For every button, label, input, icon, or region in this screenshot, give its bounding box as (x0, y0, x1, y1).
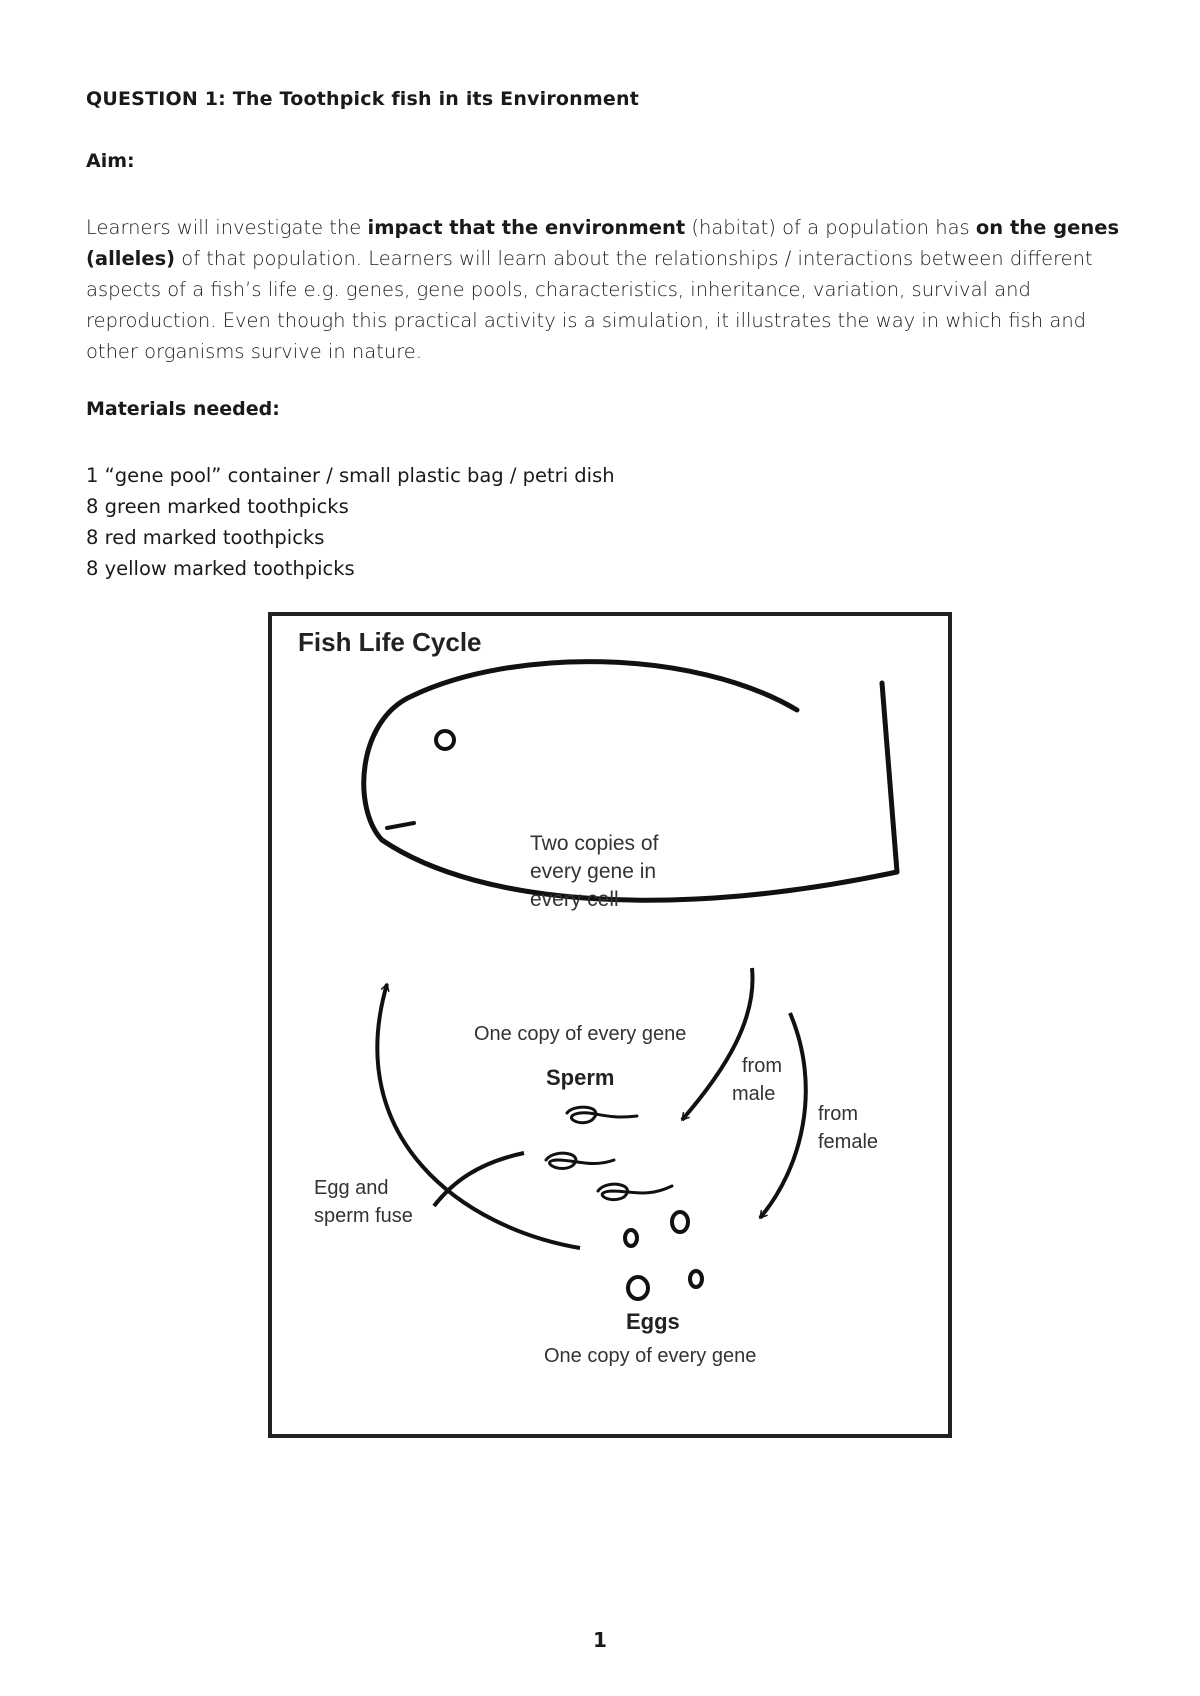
arrow-sperm-branch (434, 1153, 524, 1206)
eggs-icon (625, 1212, 702, 1299)
from-male-label (732, 1052, 782, 1108)
materials-label: Materials needed: (86, 398, 280, 420)
sperm-note: One copy of every gene (474, 1023, 687, 1045)
list-item: 1 “gene pool” container / small plastic bag / petri dish (86, 464, 615, 487)
materials-list (86, 460, 615, 584)
sperm-icon (546, 1107, 672, 1199)
list-item: 8 green marked toothpicks (86, 495, 349, 518)
figure-title: Fish Life Cycle (298, 627, 482, 657)
from-male-line: male (732, 1083, 776, 1105)
fish-caption-line: every cell (530, 888, 619, 911)
sperm-label: Sperm (546, 1065, 615, 1090)
fish-life-cycle-figure (262, 608, 962, 1446)
fish-caption (530, 830, 658, 914)
aim-paragraph (86, 212, 1126, 367)
aim-bold-genes: on the genes (alleles) (86, 216, 1120, 270)
fish-eye-icon (436, 731, 454, 749)
aim-label: Aim: (86, 150, 135, 172)
aim-text-part: of that population. Learners will learn about the relationships / interactions between different aspects of a fish’s life e.g. genes, gene pools, characteristics, inheritance, variation, survival and reproduction. Even though this practical activity is a simulation, it illustrates the way in which fish and other organisms survive in nature. (86, 247, 1093, 363)
page-number: 1 (593, 1628, 607, 1652)
eggs-note: One copy of every gene (544, 1345, 757, 1367)
from-female-label (818, 1100, 878, 1156)
fish-caption-line: every gene in (530, 860, 657, 883)
egg-sperm-fuse-label (314, 1174, 413, 1230)
fuse-label-line: sperm fuse (314, 1205, 413, 1227)
list-item: 8 yellow marked toothpicks (86, 557, 355, 580)
aim-bold-environment: impact that the environment (367, 216, 686, 239)
aim-text-part: Learners will investigate the (86, 216, 368, 239)
arrow-from-female (760, 1013, 806, 1218)
eggs-label: Eggs (626, 1309, 680, 1334)
fish-mouth-icon (387, 823, 414, 828)
question-heading: QUESTION 1: The Toothpick fish in its Environment (86, 88, 639, 110)
from-male-line: from (742, 1055, 782, 1077)
from-female-line: from (818, 1103, 858, 1125)
from-female-line: female (818, 1131, 879, 1153)
fuse-label-line: Egg and (314, 1177, 389, 1199)
fish-caption-line: Two copies of (530, 832, 659, 855)
list-item: 8 red marked toothpicks (86, 526, 325, 549)
aim-text-part: (habitat) of a population has (685, 216, 976, 239)
